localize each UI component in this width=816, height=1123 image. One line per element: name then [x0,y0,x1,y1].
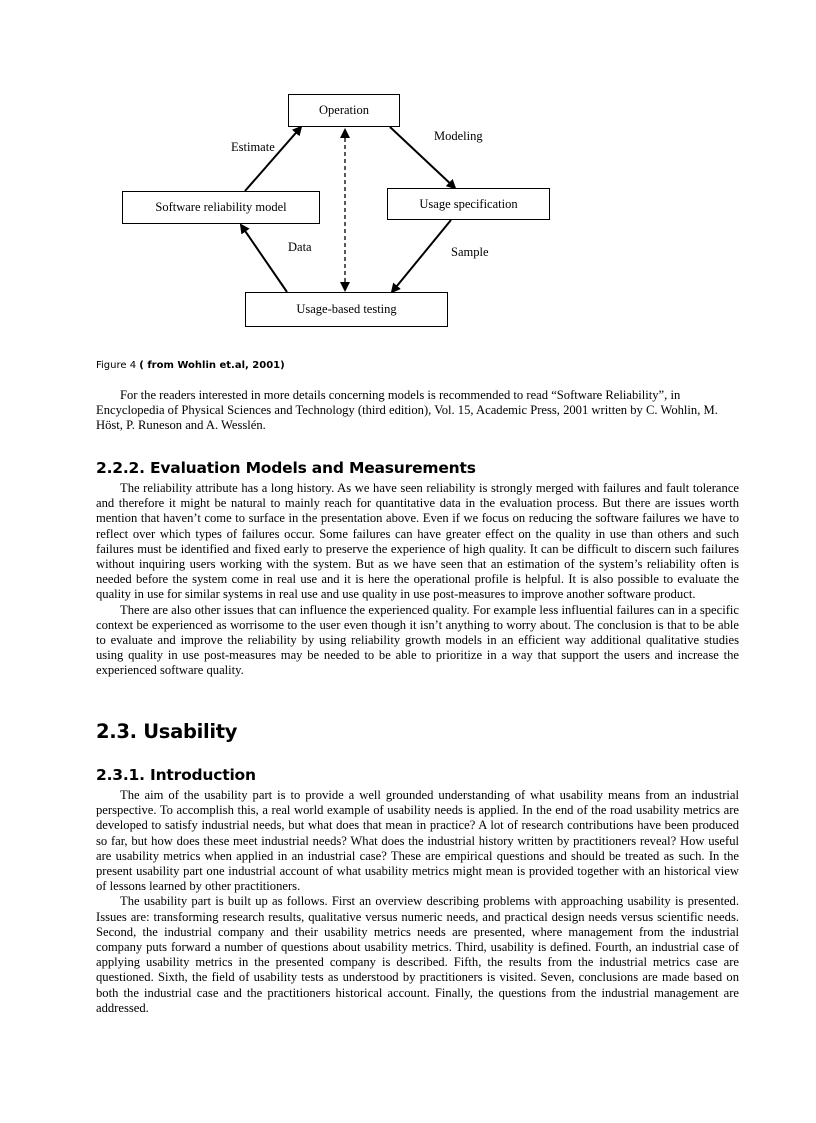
paragraph: There are also other issues that can influence the experienced quality. For example less influential failures can in a specific context be experienced as worrisome to the user even though it isn’t anything to worry about. The conclusion is that to be able to evaluate and improve the reliability by using reliability growth models in an efficient way additional qualitative studies using quality in use post-measures may be needed to be able to prioritize in a way that support the users and increase the experienced software quality. [96,602,739,678]
caption-source: ( from Wohlin et.al, 2001) [139,360,285,371]
edge-label-data: Data [288,240,312,254]
node-usage-spec-label: Usage specification [419,196,518,211]
edge-label-sample: Sample [451,245,489,259]
figure-4-diagram [0,0,816,340]
heading-2-3: 2.3. Usability [96,720,238,743]
node-usage-specification [387,188,550,220]
node-ubt-label: Usage-based testing [296,302,397,316]
diagram-arrows [0,0,816,340]
node-srm-label: Software reliability model [155,200,287,214]
node-usage-based-testing [245,292,448,327]
paragraph: The aim of the usability part is to provide a well grounded understanding of what usability means from an industrial perspective. To accomplish this, a real world example of usability needs is applied. In the end of the road usability metrics are developed to satisfy industrial needs, but what does that mean in practice? A lot of research contributions have been produced so far, but how does these meet industrial needs? What does the industrial history written by practitioners reveal? How useful are usability metrics when applied in an industrial case? These are empirical questions and should be treated as such. In the present usability part one industrial account of what usability metrics might mean is provided together with an historical view of lessons learned by other practitioners. [96,788,739,894]
intro-paragraph-block [96,388,739,434]
section-231-body [96,788,739,1016]
node-software-reliability-model [122,191,320,224]
caption-prefix: Figure 4 [96,360,137,371]
section-222-body [96,481,739,679]
edge-label-modeling: Modeling [434,129,483,143]
heading-2-2-2: 2.2.2. Evaluation Models and Measurements [96,459,476,477]
paragraph: The reliability attribute has a long history. As we have seen reliability is strongly merged with failures and fault tolerance and therefore it might be natural to mainly reach for quantitative data in the evaluation process. But there are issues worth mention that haven’t come to surface in the presentation above. Even if we focus on reducing the software failures we have to reflect over which types of failures occur. Some failures can have greater effect on the quality in use than others and such failures must be identified and fixed early to preserve the experience of high quality. It can be difficult to discern such failures without inquiring users working with the system. But as we have seen that an estimation of the system’s reliability often is needed before the system come in real use and it is here the operational profile is helpful. It is also possible to evaluate the quality in use for similar systems in real use and use quality in use post-measures to improve another software product. [96,481,739,602]
edge-label-estimate: Estimate [231,140,275,154]
heading-2-3-1: 2.3.1. Introduction [96,766,256,784]
figure-caption [96,360,285,371]
paragraph: The usability part is built up as follows. First an overview describing problems with approaching usability is presented. Issues are: transforming research results, qualitative versus numeric needs, and practical design needs versus scientific needs. Second, the industrial company and their usability metrics needs are presented, where management from the industrial company puts forward a number of questions about usability metrics. Third, usability is defined. Fourth, an industrial case of applying usability metrics in the presented company is described. Fifth, the results from the industrial metrics case are questioned. Sixth, the field of usability tests as understood by practitioners is visited. Seven, conclusions are made based on both the industrial case and the practitioners historical account. Finally, the questions from the industrial management are addressed. [96,894,739,1015]
node-operation-label: Operation [319,103,369,117]
paragraph: For the readers interested in more details concerning models is recommended to read “Software Reliability”, in Encyclopedia of Physical Sciences and Technology (third edition), Vol. 15, Academic Press, 2001 written by C. Wohlin, M. Höst, P. Runeson and A. Wesslén. [96,388,718,433]
node-operation [288,94,400,127]
